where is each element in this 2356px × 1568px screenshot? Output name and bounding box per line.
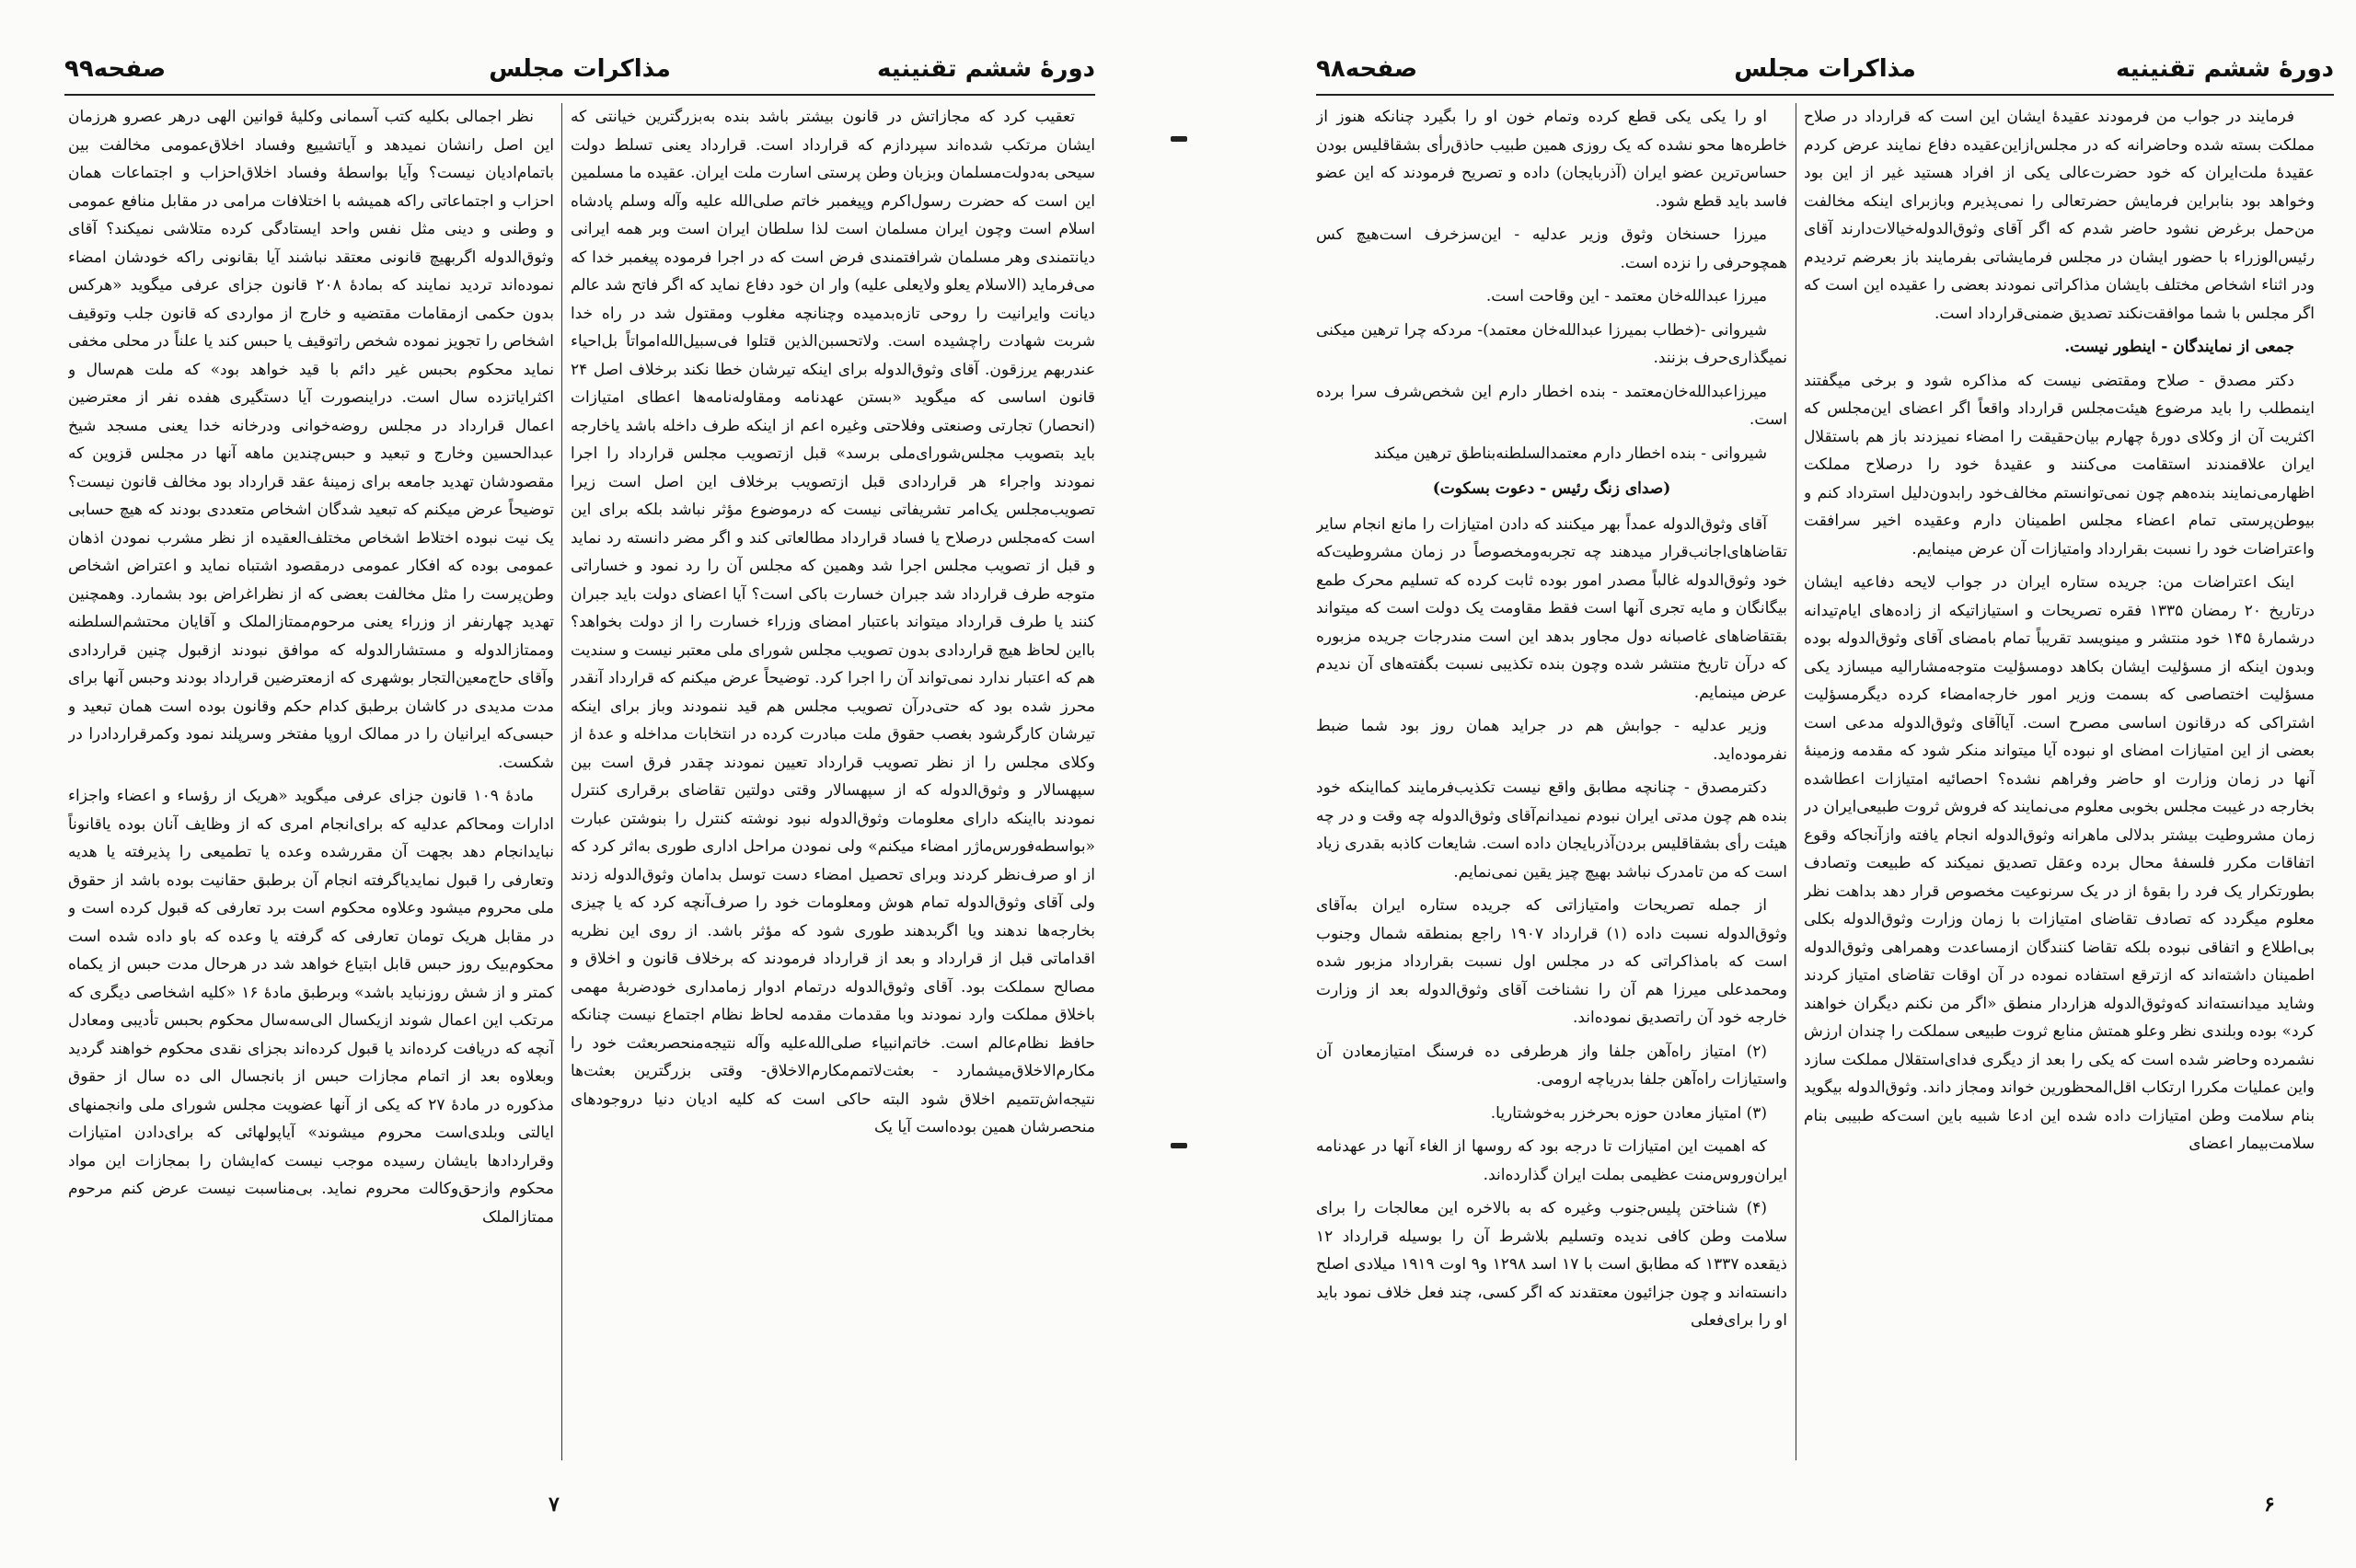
paragraph: او را یکی یکی قطع کرده وتمام خون او را بگیرد چنانکه هنوز از خاطره‌ها محو نشده که یک روزی همین طبیب حاذق‌رأی بشقاقلیس بودن حساس‌ترین عضو ایران (آذربایجان) داده و تصریح فرمودند که این عضو فاسد باید قطع شود. (1316, 108, 1787, 211)
binding-mark (1171, 1143, 1187, 1148)
paragraph: که اهمیت این امتیازات تا درجه بود که روسها از الغاء آنها در عهدنامه ایران‌وروس‌منت عظیمی بملت ایران گذارده‌اند. (1316, 1137, 1787, 1184)
left-page-right-column (571, 103, 1095, 1460)
paragraph: (۲) امتیاز راه‌آهن جلفا واز هرطرفی ده فرسنگ امتیازمعادن آن واستیازات راه‌آهن جلفا بدریاچه ارومی. (1316, 1042, 1787, 1089)
paragraph: فرمایند در جواب من فرمودند عقیدهٔ ایشان این است که قرارداد در صلاح مملکت بسته شده وحاضرانه که در مجلس‌ازاین‌عقیده دفاع نمایند عرض کردم عقیدهٔ ملت‌ایران که خود حضرت‌عالی یکی از افراد هستید غیر از این بود وخواهد بود بنابراین فرمایش حضرتعالی را نمی‌پذیرم وبازبرای اینکه مخالفت من‌حمل برغرض نشود حاضر شدم که اگر آقای وثوق‌الدوله‌خیالات‌دارند آقای رئیس‌الوزراء با حضور ایشان در مجلس فرمایشاتی بفرمایند باز بعرضم تردیدم ودر اثناء اشخاص مختلف بایشان مذاکراتی نمودند بعضی را عقیده این است که اگر مجلس با شما موافقت‌نکند تصدیق ضمنی‌قرارداد است. (1804, 108, 2315, 323)
left-page-left-column (68, 103, 554, 1460)
paragraph: میرزا حسنخان وثوق وزیر عدلیه - این‌سزخرف است‌هیچ کس همچوحرفی را نزده است. (1316, 225, 1787, 272)
paragraph: تعقیب کرد که مجازاتش در قانون بیشتر باشد بنده به‌بزرگترین خیانتی که ایشان مرتکب شده‌اند سپردازم که قرارداد است. قرارداد یعنی تسلط دولت سیحی به‌دولت‌مسلمان وبزبان وطن پرستی اسارت ملت ایران. عقیده ما مسلمین این است که حضرت رسول‌اکرم وپیغمبر خاتم صلی‌الله علیه وآله وسلم پادشاه اسلام است وچون ایران مسلمان است لذا سلطان ایران است وبر همه ایرانی دیانتمندی وهر مسلمان شرافتمندی فرض است که در اجرا فرموده پیغمبر خدا که می‌فرماید (الاسلام یعلو ولایعلی علیه) وار ان خود دفاع نماید که اگر فاتح شد عالم دیانت وایرانیت را روحی تازه‌بدمیده وچنانچه مغلوب ومقتول شد در راه خدا شربت شهادت راچشیده است. ولاتحسبن‌الذین قتلوا فی‌سبیل‌الله‌امواتاً بل‌احیاء عندربهم یرزقون. آقای وثوق‌الدوله برای اینکه تیرشان خطا نکند برخلاف اصل ۲۴ قانون اساسی که میگوید «بستن عهدنامه ومقاوله‌نامه‌ها اعطای امتیازات (انحصار) تجارتی وصنعتی وفلاحتی وغیره اعم از اینکه طرف داخله باشد یاخارجه باید بتصویب مجلس‌شورای‌ملی برسد» قبل ازتصویب مجلس قرارداد را اجرا نمودند واجراء هر قراردادی قبل ازتصویب برخلاف این اصل است زیرا تصویب‌مجلس یک‌امر تشریفاتی نیست که درموضوع مؤثر نباشد بلکه برای این است که‌مجلس درصلاح یا فساد قرارداد مطالعاتی کند و اگر مضر دانسته رد نماید و قبل از تصویب مجلس اجرا شد وهمین که مجلس آن را رد نمود و خساراتی‌ متوجه طرف قرارداد شد جبران خسارت باکی است؟ آیا اعضای دولت باید جبران کنند یا طرف قرارداد میتواند باعتبار امضای وزراء خسارت را از دولت بخواهد؟ بااین لحاظ هیچ قراردادی بدون تصویب مجلس شورای ملی معتبر نیست و سندیت هم که اعتبار ندارد نمی‌تواند آن را اجرا کرد. توضیحاً عرض میکنم که قرارداد آنقدر محرز شده بود که حتی‌درآن تصویب مجلس هم قید ننمودند وباز برای اینکه تیرشان کارگرشود بغصب حقوق ملت مبادرت کرده در انتخابات مداخله و عدهٔ از وکلای مجلس را از نظر تصویب قرارداد تعیین نمودند چقدر فرق است بین سپهسالار و وثوق‌الدوله که از سپهسالار وقتی دولتین تقاضای برقراری کنترل نمودند بااینکه دارای معلومات وثوق‌الدوله نبود نوشته کنترل را بنوشتن عبارت «بواسطه‌فورس‌ماژر امضاء میکنم» ولی نمودن مراحل اداری طوری به‌اثر کرد که از او صرف‌نظر کردند وبرای تحصیل امضاء دست توسل بدامان وثوق‌الدوله زدند ولی آقای وثوق‌الدوله تمام هوش ومعلومات خود را صرف‌آنچه کرد که یا چیزی بخارجه‌ها ندهند ویا اگربدهند طوری شود که مؤثر باشد. از روی این نظریه اقداماتی قبل از قرارداد و بعد از قرارداد فرمودند که برخلاف قانون و اخلاق و مصالح سملکت بود. آقای وثوق‌الدوله درتمام ادوار زمامداری خودضربهٔ مهمی باخلاق مملکت وارد نمودند وبا مقدمات مقدمه لحاظ نظام اجتماع نیست چنانکه حافظ نظام‌عالم است. خاتم‌انبیاء صلی‌الله‌علیه وآله نتیجه‌منحصربعثت خود را مکارم‌الاخلاق‌میشمارد - بعثت‌لاتمم‌مکارم‌الاخلاق- وقتی بزرگترین بعثت‌ها نتیجه‌اش‌تتمیم اخلاق شود البته حاکی است که کلیه ادیان دنیا دروجودهای منحصرشان همین بوده‌است آیا یک (571, 108, 1095, 1136)
session-title: دورهٔ ششم تقنینیه (876, 55, 1095, 83)
paragraph: آقای وثوق‌الدوله عمداً بهر میکنند که دادن امتیازات را مانع انجام سایر تقاضاهای‌اجانب‌قرار میدهند چه تجربه‌ومخصوصاً در زمان مشروطیت‌که خود وثوق‌الدوله غالباً مصدر امور بوده ثابت کرده که تسلیم محرک طمع بیگانگان و مایه تجری آنها است فقط مقاومت یک دولت است که میتواند بقتقاضاهای غاصبانه دول مجاور بدهد این است مندرجات جریده مزبوره که درآن تاریخ منتشر شده وچون بنده تکذیبی نسبت بگفته‌های آن ندیدم عرض مینمایم. (1316, 514, 1787, 702)
right-page (1178, 0, 2356, 1568)
paragraph: دکتر مصدق - صلاح ومقتضی نیست که مذاکره شود و برخی میگفتند اینمطلب را باید مرضوع هیئت‌مجلس قرارداد واقعاً اگر اعضای این‌مجلس که اکثریت آن از وکلای دورهٔ چهارم بیان‌حقیقت را امضاء نمیزدند باز هم باستقلال ایران علاقمندند استقامت می‌کنند و عقیدهٔ خود را درصلاح مملکت اظهارمی‌نمایند بنده‌هم چون نمی‌توانستم مخالف‌خود رابدون‌دلیل استرداد کنم و بیوطن‌پرستی تمام اعضاء مجلس اطمینان دارم وعقیده اخیر سرافقت واعتراضات خود را نسبت بقرارداد وامتیازات آن عرض مینمایم. (1804, 371, 2315, 559)
binding-mark (1171, 136, 1187, 142)
paragraph: میرزاعبدالله‌خان‌معتمد - بنده اخطار دارم این شخص‌شرف سرا برده است. (1316, 382, 1787, 429)
page-label: صفحه۹۸ (1316, 55, 1418, 83)
right-page-header (1316, 52, 2334, 96)
session-title: دورهٔ ششم تقنینیه (2115, 55, 2334, 83)
left-page-header (64, 52, 1095, 96)
right-page-left-column (1316, 103, 1787, 1460)
paragraph: وزیر عدلیه - جوابش هم در جراید همان روز بود شما ضبط نفرموده‌اید. (1316, 717, 1787, 764)
paragraph: شیروانی -(خطاب بمیرزا عبدالله‌خان معتمد)- مردکه چرا ترهین میکنی نمیگذاری‌حرف بزنند. (1316, 320, 1787, 367)
journal-title: مذاکرات مجلس (1734, 55, 1916, 83)
page-number: ۷ (549, 1493, 560, 1516)
page-number: ۶ (2264, 1493, 2275, 1516)
paragraph: اینک اعتراضات من: جریده ستاره ایران در جواب لایحه دفاعیه ایشان درتاریخ ۲۰ رمضان ۱۳۳۵ فقره تصریحات و استیازاتیکه از زاده‌های ایام‌تیدانه درشمارهٔ ۱۴۵ خود منتشر و مینویسد تقریباً تمام بامضای آقای وثوق‌الدوله بوده وبدون اینکه از مسؤلیت ایشان بکاهد دومسؤلیت متوجه‌مشارالیه میسازد یکی مسؤلیت اختصاصی که بسمت وزیر امور خارجه‌امضاء کرده دیگرمسؤلیت اشتراکی که درقانون اساسی مصرح است. آیاآقای وثوق‌الدوله مدعی است بعضی از این امتیازات امضای او نبوده آیا میتواند منکر شود که مقدمه وزمینهٔ آنها در زمان وزارت او حاضر وفراهم نشده؟ احصائیه امتیازات اعطاشده بخارجه در غیبت مجلس بخوبی معلوم می‌نمایند که فروش ثروت طبیعی‌ایران در زمان مشروطیت بیشتر بدلالی ماهرانه وثوق‌الدوله انجام یافته وازآنجاکه وقوع اتفاقات مکرر فلسفهٔ محال برده وعقل تصدیق نمیکند که طبیعت وتصادف بطورتکرار یک فرد را بقوهٔ از در یک سرنوعیت مخصوص قرار دهد بداهت نظر معلوم میگردد که تصادف تقاضای امتیازات با زمان وزارت وثوق‌الدوله بکلی بی‌اطلاع و اتفاقی نبوده بلکه تقاضا کنندگان ازمساعدت وهمراهی وثوق‌الدوله اطمینان داشته‌اند که ازترقع استفاده نموده در آن اوقات تقاضای امتیاز کردند وشاید میدانسته‌اند که‌وثوق‌الدوله هزاردار منطق «اگر من نکنم دیگران خواهند کرد» بوده وبلندی نظر وعلو همتش منابع ثروت طبیعی سملکت را چندان ارزش نشمرده وحاضر شده است که یکی را بعد از دیگری فدای‌استقلال مملکت سازد واین عملیات مکررا ارتکاب اقل‌المحظورین خواند ومجاز داند. وثوق‌الدوله بیگوید بنام سلامت وطن امتیازات داده شده این ادعا شبیه باین است‌که طبیبی بنام سلامت‌بیمار اعضای (1804, 573, 2315, 1153)
right-page-right-column (1804, 103, 2315, 1460)
column-divider (561, 103, 562, 1460)
paragraph: (۳) امتیاز معادن حوزه بحرخزر به‌خوشتاریا. (1490, 1103, 1767, 1123)
paragraph: (۴) شناختن پلیس‌جنوب وغیره که به بالاخره این معالجات را برای سلامت وطن کافی ندیده وتسلیم بلاشرط آن را بوسیله قرارداد ۱۲ ذیقعده ۱۳۳۷ که مطابق است با ۱۷ اسد ۱۲۹۸ و۹ اوت ۱۹۱۹ میلادی اصلح دانسته‌اند و چون جزائیون معتقدند که اگر کسی، چند فعل خلاف نمود باید او را برای‌فعلی (1316, 1199, 1787, 1330)
paragraph: جمعی از نمایندگان - اینطور نیست. (2064, 338, 2294, 356)
paragraph: از جمله تصریحات وامتیازاتی که جریده ستاره ایران به‌آقای وثوق‌الدوله نسبت داده (۱) قرارداد ۱۹۰۷ راجع بمنطقه شمال وجنوب است که بامذاکراتی که در مجلس اول نسبت بقرارداد مزبور شده ومحمدعلی میرزا هم آن را نشناخت آقای وثوق‌الدوله بعد از وزارت خارجه خود آن را‌تصدیق نموده‌اند. (1316, 896, 1787, 1027)
page-label: صفحه۹۹ (64, 55, 167, 83)
paragraph: میرزا عبدالله‌خان معتمد - این وقاحت است. (1485, 287, 1767, 306)
paragraph: مادهٔ ۱۰۹ قانون جزای عرفی میگوید «هریک از رؤساء و اعضاء واجزاء ادارات ومحاکم عدلیه که برای‌انجام امری که از وظایف آنان بوده یاقانوناً نبایدانجام دهد بجهت آن مقررشده وعده یا تطمیعی را پذیرفته یا هدیه وتعارفی را قبول نمایدیاگرفته انجام آن برطبق حقانیت بوده باشد از حقوق ملی محروم میشود وعلاوه محکوم است برد تعارفی که قبول کرده است و در مقابل هریک تومان تعارفی که گرفته یا وعده که باو داده شده است محکوم‌بیک روز حبس قابل ابتیاع خواهد شد در هرحال مدت حبس از یکماه کمتر و از شش روزنباید باشد» وبرطبق مادهٔ ۱۶ «کلیه اشخاصی دیگری که مرتکب این اعمال شوند ازیکسال الی‌سه‌سال محکوم بحبس تأدیبی ومعادل آنچه که دریافت کرده‌اند یا قبول کرده‌اند بجزای نقدی محکوم خواهند گردید وبعلاوه بعد از اتمام مجازات حبس از بانجسال الی ده سال از حقوق مذکوره در مادهٔ ۲۷ که یکی از آنها عضویت مجلس شورای ملی وانجمنهای ایالتی وبلدی‌است محروم میشوند» آیاپولهائی که برای‌دادن امتیازات وقراردادها بایشان رسیده موجب نیست که‌ایشان را بمجازات این مواد محکوم وازحق‌وکالت محروم نماید. بی‌مناسبت نیست عرض کنم مرحوم ممتازالملک (68, 787, 554, 1227)
paragraph: نظر اجمالی بکلیه کتب آسمانی وکلیهٔ قوانین الهی درهر عصرو هرزمان این اصل رانشان نمیدهد و آیاتشییع وفساد اخلاق‌عمومی مخالفت بین باتمام‌ادیان نیست؟ وآیا بواسطهٔ وفساد اخلاق‌احزاب و اجتماعات همان احزاب و اجتماعاتی راکه همیشه با اختلافات مرامی در مقابل منافع عمومی و وطنی و دینی مثل نفس واحد ایستادگی کرده متلاشی نمیکند؟ آقای وثوق‌الدوله اگربهیچ قانونی معتقد نباشند آیا بقانونی راکه خودشان امضاء نموده‌اند تردید نمایند که بمادهٔ ۲۰۸ قانون جزای عرفی میگوید «هرکس بدون حکمی ازمقامات مقتضیه و خارج از مواردی که قانون جلب وتوقیف اشخاص را تجویز نموده شخص راتوقیف یا حبس کند یا علناً در محلی مخفی نماید محکوم بحبس غیر دائم با قید خواهد بود» که ملت هم‌سال و اکثرایاتزده سال است. دراینصورت آیا دستگیری هفده نفر از معترضین اعمال قرارداد در مجلس روضه‌خوانی ودرخانه خدا یعنی مسجد شیخ عبدالحسین وخارج و تبعید و حبس‌چندین ماهه آنها در مجلس قزوین که مقصودشان تهدید جامعه برای زمینهٔ عقد قرارداد بود مخالف قانون نیست؟ توضیحاً عرض میکنم که تبعید شدگان اشخاص متعددی بودند که هیچ حسابی یک نیت نبوده اختلاط اشخاص مختلف‌العقیده از نظر مشرب نمودن اذهان عمومی بوده که افکار عمومی درمقصود اشتباه نماید و اعتراض اشخاص وطن‌پرست را مثل مخالفت بعضی که از نظراغراض بود بشمارد. وهمچنین تهدید چهارنفر از وزراء یعنی مرحوم‌ممتازالملک و آقایان محتشم‌السلطنه وممتازالدوله و مستشارالدوله که موافق نبودند ازقبول چنین قراردادی وآقای حاج‌معین‌التجار بوشهری که ازمعترضین قرارداد بودند وحبس آنها برای مدت مدیدی در کاشان برطبق کدام حکم وقانون بوده است همان تبعید و حبسی‌که ایرانیان را در ممالک اروپا مفتخر وسرپلند نمود وکمرقراردادرا در شکست. (68, 108, 554, 772)
paragraph: دکترمصدق - چنانچه مطابق واقع نیست تکذیب‌فرمایند کمااینکه خود بنده هم چون مدتی ایران نبودم نمیدانم‌آقای وثوق‌الدوله چه وقت و در چه هیئت رأی بشقاقلیس بردن‌آذربایجان داده است. شایعات کاذبه بقدری زیاد است که من تامدرک نباشد بهیچ چیز یقین نمی‌نمایم. (1316, 778, 1787, 882)
journal-title: مذاکرات مجلس (489, 55, 671, 83)
stage-direction: (صدای زنگ رئیس - دعوت بسکوت) (1432, 479, 1671, 498)
paragraph: شیروانی - بنده اخطار دارم معتمدالسلطنه‌بناطق ترهین میکند (1373, 444, 1767, 463)
